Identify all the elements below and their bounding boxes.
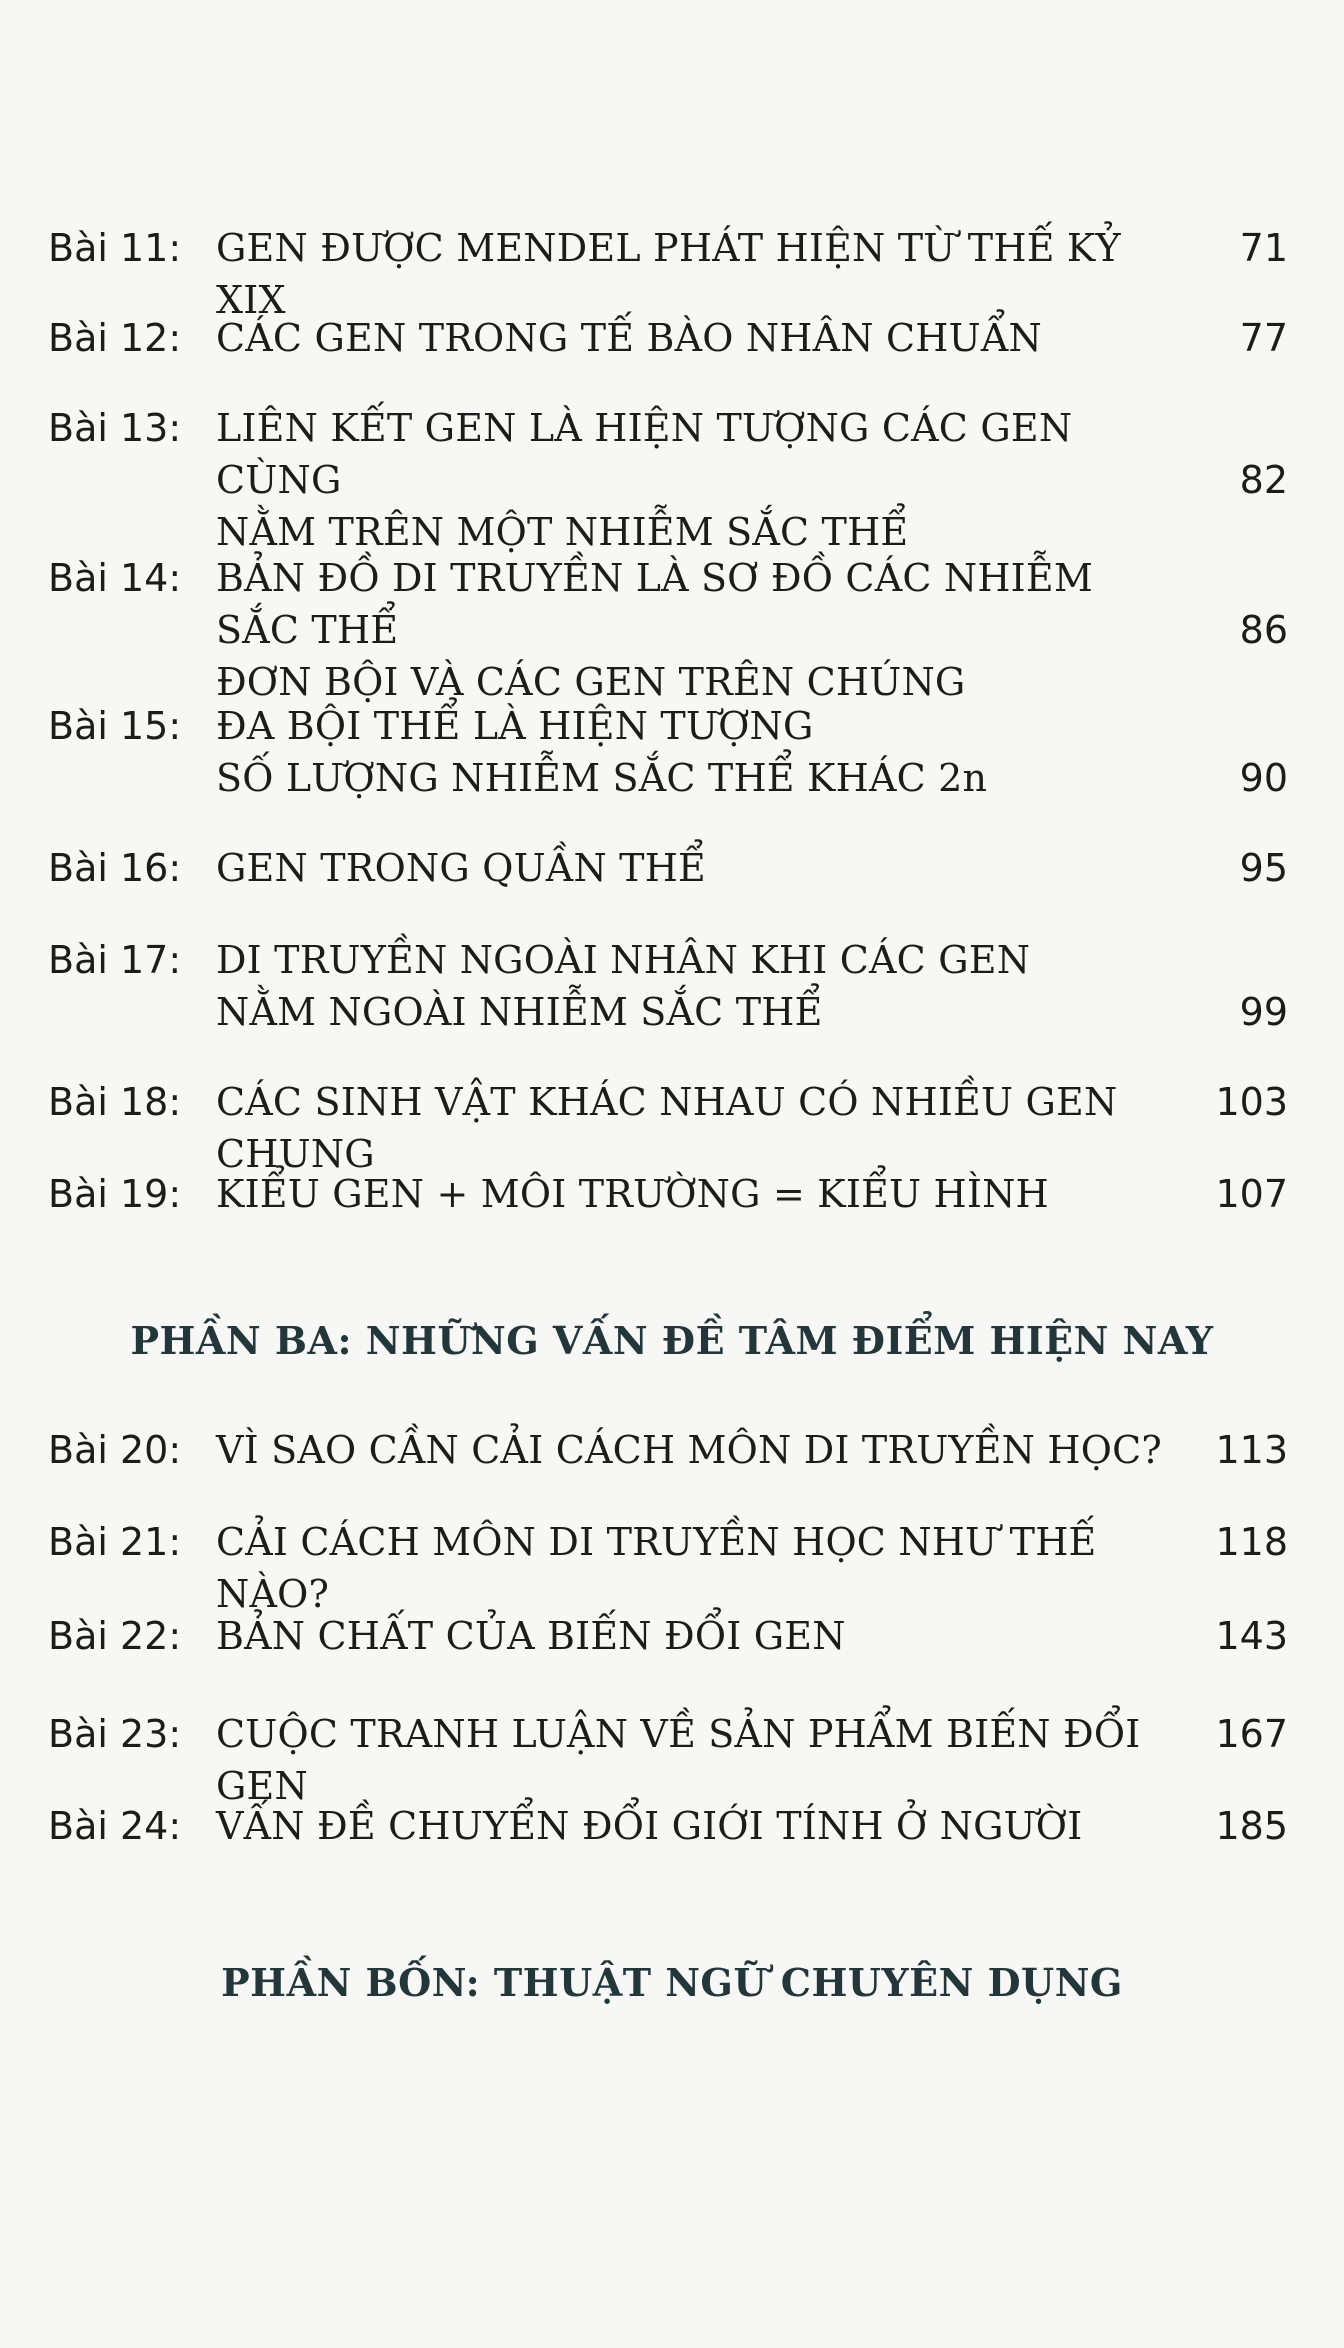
- lesson-page-number: 82: [1239, 458, 1288, 502]
- lesson-page-number: 103: [1215, 1080, 1288, 1124]
- lesson-page-number: 167: [1215, 1712, 1288, 1756]
- lesson-title: BẢN ĐỒ DI TRUYỀN LÀ SƠ ĐỒ CÁC NHIỄM SẮC THỂ ĐƠN BỘI VÀ CÁC GEN TRÊN CHÚNG: [216, 556, 1093, 704]
- lesson-title: KIỂU GEN + MÔI TRƯỜNG = KIỂU HÌNH: [216, 1172, 1049, 1216]
- lesson-number: Bài 18:: [48, 1080, 182, 1124]
- lesson-title: ĐA BỘI THỂ LÀ HIỆN TƯỢNG SỐ LƯỢNG NHIỄM SẮC THỂ KHÁC 2n: [216, 704, 988, 800]
- lesson-number: Bài 15:: [48, 704, 182, 748]
- lesson-number: Bài 13:: [48, 406, 182, 450]
- lesson-page-number: 118: [1215, 1520, 1288, 1564]
- lesson-number: Bài 17:: [48, 938, 182, 982]
- lesson-number: Bài 24:: [48, 1804, 182, 1848]
- section-heading-part-three: PHẦN BA: NHỮNG VẤN ĐỀ TÂM ĐIỂM HIỆN NAY: [130, 1318, 1214, 1363]
- lesson-number: Bài 16:: [48, 846, 182, 890]
- lesson-page-number: 113: [1215, 1428, 1288, 1472]
- lesson-page-number: 107: [1215, 1172, 1288, 1216]
- lesson-page-number: 90: [1239, 756, 1288, 800]
- lesson-number: Bài 21:: [48, 1520, 182, 1564]
- lesson-title: BẢN CHẤT CỦA BIẾN ĐỔI GEN: [216, 1614, 846, 1658]
- lesson-number: Bài 12:: [48, 316, 182, 360]
- lesson-title: CUỘC TRANH LUẬN VỀ SẢN PHẨM BIẾN ĐỔI GEN: [216, 1712, 1141, 1808]
- lesson-page-number: 143: [1215, 1614, 1288, 1658]
- lesson-title: CÁC SINH VẬT KHÁC NHAU CÓ NHIỀU GEN CHUNG: [216, 1080, 1118, 1176]
- lesson-title: DI TRUYỀN NGOÀI NHÂN KHI CÁC GEN NẰM NGOÀI NHIỄM SẮC THỂ: [216, 938, 1031, 1034]
- lesson-title: LIÊN KẾT GEN LÀ HIỆN TƯỢNG CÁC GEN CÙNG NẰM TRÊN MỘT NHIỄM SẮC THỂ: [216, 406, 1073, 554]
- lesson-page-number: 86: [1239, 608, 1288, 652]
- section-heading-part-four: PHẦN BỐN: THUẬT NGỮ CHUYÊN DỤNG: [221, 1960, 1123, 2005]
- lesson-number: Bài 14:: [48, 556, 182, 600]
- lesson-number: Bài 20:: [48, 1428, 182, 1472]
- lesson-page-number: 185: [1215, 1804, 1288, 1848]
- lesson-number: Bài 11:: [48, 226, 182, 270]
- lesson-number: Bài 19:: [48, 1172, 182, 1216]
- lesson-title: VÌ SAO CẦN CẢI CÁCH MÔN DI TRUYỀN HỌC?: [216, 1428, 1162, 1472]
- lesson-title: GEN ĐƯỢC MENDEL PHÁT HIỆN TỪ THẾ KỶ XIX: [216, 226, 1121, 322]
- lesson-page-number: 71: [1239, 226, 1288, 270]
- lesson-title: GEN TRONG QUẦN THỂ: [216, 846, 706, 890]
- lesson-page-number: 99: [1239, 990, 1288, 1034]
- lesson-title: CẢI CÁCH MÔN DI TRUYỀN HỌC NHƯ THẾ NÀO?: [216, 1520, 1097, 1616]
- lesson-page-number: 95: [1239, 846, 1288, 890]
- lesson-page-number: 77: [1239, 316, 1288, 360]
- lesson-title: CÁC GEN TRONG TẾ BÀO NHÂN CHUẨN: [216, 316, 1042, 360]
- lesson-number: Bài 23:: [48, 1712, 182, 1756]
- lesson-title: VẤN ĐỀ CHUYỂN ĐỔI GIỚI TÍNH Ở NGƯỜI: [216, 1804, 1083, 1848]
- lesson-number: Bài 22:: [48, 1614, 182, 1658]
